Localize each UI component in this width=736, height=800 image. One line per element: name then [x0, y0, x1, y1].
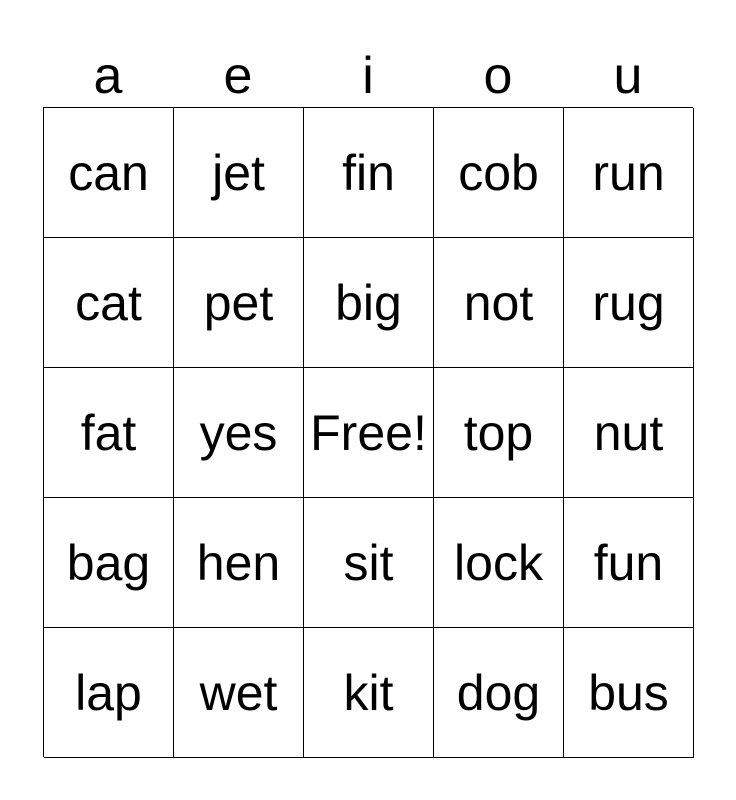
- bingo-cell: kit: [304, 628, 434, 758]
- header-letter-i: i: [362, 47, 374, 105]
- bingo-cell: run: [564, 108, 694, 238]
- bingo-cell: rug: [564, 238, 694, 368]
- bingo-cell: nut: [564, 368, 694, 498]
- header-letter-u: u: [613, 47, 643, 105]
- bingo-cell: fat: [44, 368, 174, 498]
- bingo-grid: [43, 107, 693, 757]
- bingo-cell: top: [434, 368, 564, 498]
- free-space-cell: Free!: [304, 368, 434, 498]
- bingo-cell: pet: [174, 238, 304, 368]
- bingo-cell: big: [304, 238, 434, 368]
- bingo-cell: cat: [44, 238, 174, 368]
- bingo-cell: cob: [434, 108, 564, 238]
- bingo-header: [43, 46, 693, 106]
- bingo-cell: yes: [174, 368, 304, 498]
- bingo-cell: bag: [44, 498, 174, 628]
- bingo-cell: fun: [564, 498, 694, 628]
- bingo-cell: not: [434, 238, 564, 368]
- bingo-cell: lap: [44, 628, 174, 758]
- bingo-cell: dog: [434, 628, 564, 758]
- bingo-cell: can: [44, 108, 174, 238]
- header-letter-e: e: [223, 47, 253, 105]
- bingo-cell: hen: [174, 498, 304, 628]
- bingo-cell: jet: [174, 108, 304, 238]
- header-letter-a: a: [93, 47, 123, 105]
- bingo-cell: fin: [304, 108, 434, 238]
- header-letter-o: o: [483, 47, 513, 105]
- bingo-cell: sit: [304, 498, 434, 628]
- bingo-cell: lock: [434, 498, 564, 628]
- bingo-cell: bus: [564, 628, 694, 758]
- bingo-cell: wet: [174, 628, 304, 758]
